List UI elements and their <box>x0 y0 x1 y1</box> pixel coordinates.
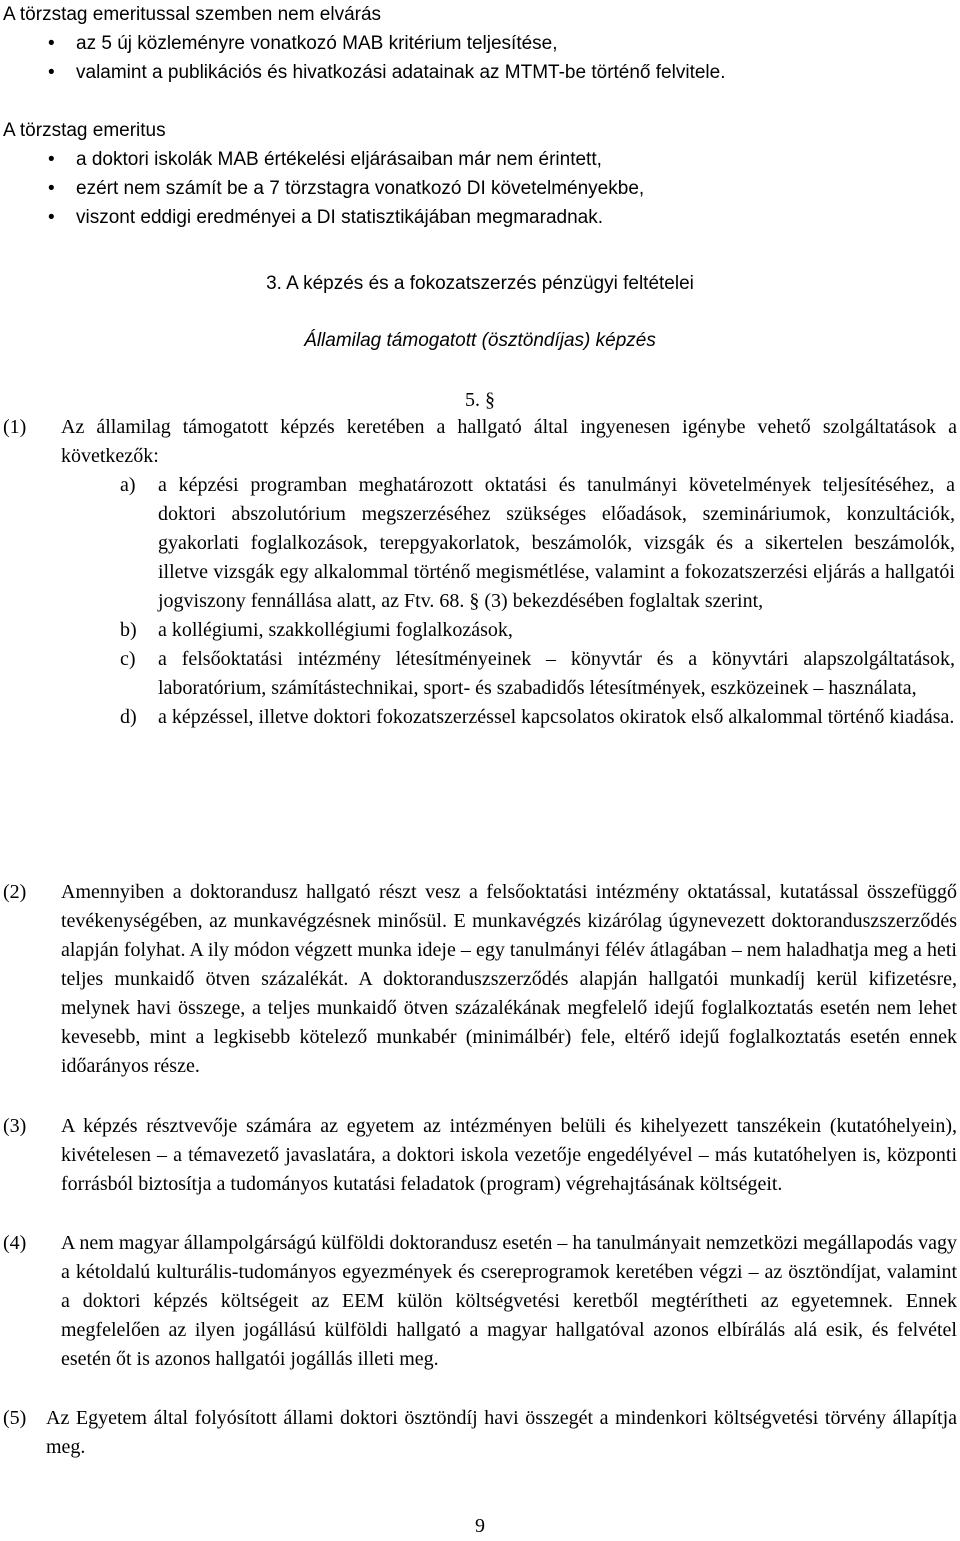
paragraph-number: (2) <box>3 881 27 903</box>
list-item: • ezért nem számít be a 7 törzstagra vonatkozó DI követelményekbe, <box>3 174 953 203</box>
paragraph-number: (1) <box>3 416 27 438</box>
paragraph-text: A képzés résztvevője számára az egyetem az intézményen belüli és kihelyezett tanszékein (kutatóhelyein), kivételesen – a témavezető javaslatára, a doktori iskola vezetője engedélyével – más kutatóhelyen is, központi forrásból biztosítja a tudományos kutatási feladatok (program) végrehajtásának költségeit. <box>61 1115 957 1195</box>
paragraph-text: A nem magyar állampolgárságú külföldi doktorandusz esetén – ha tanulmányait nemzetközi megállapodás vagy a kétoldalú kulturális-tudományos egyezmények és csereprogramok keretében végzi – az ösztöndíjat, valamint a doktori képzés költségeit az EEM külön költségvetési keretből megtérítheti az egyetemnek. Ennek megfelelően az ilyen jogállású külföldi hallgató a magyar hallgatóval azonos elbírálás alá esik, és felvétel esetén őt is azonos hallgatói jogállás illeti meg. <box>61 1232 957 1370</box>
bullet-icon: • <box>48 178 55 199</box>
item-letter: c) <box>120 648 136 670</box>
list-item: • az 5 új közleményre vonatkozó MAB kritérium teljesítése, <box>3 29 953 58</box>
intro-list-1 <box>3 29 953 87</box>
page-number: 9 <box>475 1515 485 1537</box>
list-item: b) a kollégiumi, szakkollégiumi foglalkozások, <box>0 616 955 645</box>
intro-list-2 <box>3 145 953 232</box>
intro-heading-2: A törzstag emeritus <box>3 120 166 141</box>
bullet-icon: • <box>48 207 55 228</box>
paragraph-4 <box>0 1229 960 1374</box>
bullet-icon: • <box>48 33 55 54</box>
section-title: 3. A képzés és a fokozatszerzés pénzügyi feltételei <box>266 273 694 294</box>
paragraph-2 <box>0 878 960 1081</box>
paragraph-number: (4) <box>3 1232 27 1254</box>
paragraph-text: Amennyiben a doktorandusz hallgató részt vesz a felsőoktatási intézmény oktatással, kutatással összefüggő tevékenységében, az munkavégzésnek minősül. E munkavégzés kizárólag úgynevezett doktoranduszszerződés alapján folyhat. A ily módon végzett munka ideje – egy tanulmányi félév átlagában – nem haladhatja meg a heti teljes munkaidő ötven százalékát. A doktoranduszszerződés alapján hallgatói munkadíj kerül kifizetésre, melynek havi összege, a teljes munkaidő ötven százalékának megfelelő idejű foglalkoztatás esetén nem lehet kevesebb, mint a legkisebb kötelező munkabér (minimálbér) fele, eltérő idejű foglalkoztatás esetén ennek időarányos része. <box>61 881 957 1077</box>
section-subtitle: Államilag támogatott (ösztöndíjas) képzés <box>304 330 656 351</box>
paragraph-3 <box>0 1112 960 1199</box>
paragraph-1 <box>0 413 960 732</box>
paragraph-mark: 5. § <box>465 389 495 411</box>
paragraph-number: (3) <box>3 1115 27 1137</box>
item-letter: b) <box>120 619 137 641</box>
intro-block <box>3 0 953 232</box>
list-item: a) a képzési programban meghatározott oktatási és tanulmányi követelmények teljesítéséhez, a doktori abszolutórium megszerzéséhez szükséges előadások, szemináriumok, konzultációk, gyakorlati foglalkozások, terepgyakorlatok, beszámolók, vizsgák és a sikertelen beszámolók, illetve vizsgák egy alkalommal történő megismétlése, valamint a fokozatszerzési eljárás a hallgatói jogviszony fennállása alatt, az Ftv. 68. § (3) bekezdésében foglaltak szerint, <box>0 471 955 616</box>
item-letter: d) <box>120 706 137 728</box>
intro-heading-1: A törzstag emeritussal szemben nem elvárás <box>3 4 382 25</box>
paragraph-text: Az Egyetem által folyósított állami doktori ösztöndíj havi összegét a mindenkori költségvetési törvény állapítja meg. <box>46 1407 957 1458</box>
bullet-icon: • <box>48 149 55 170</box>
list-item: • viszont eddigi eredményei a DI statisztikájában megmaradnak. <box>3 203 953 232</box>
paragraph-5 <box>0 1404 960 1462</box>
list-item: • a doktori iskolák MAB értékelési eljárásaiban már nem érintett, <box>3 145 953 174</box>
bullet-icon: • <box>48 62 55 83</box>
list-item: c) a felsőoktatási intézmény létesítményeinek – könyvtár és a könyvtári alapszolgáltatások, laboratórium, számítástechnikai, sport- és szabadidős létesítmények, eszközeinek – használata, <box>0 645 955 703</box>
list-item: d) a képzéssel, illetve doktori fokozatszerzéssel kapcsolatos okiratok első alkalommal történő kiadása. <box>0 703 955 732</box>
paragraph-number: (5) <box>3 1407 27 1429</box>
item-letter: a) <box>120 474 136 496</box>
paragraph-text: Az államilag támogatott képzés keretében a hallgató által ingyenesen igénybe vehető szolgáltatások a következők: <box>61 416 957 467</box>
list-item: • valamint a publikációs és hivatkozási adatainak az MTMT-be történő felvitele. <box>3 58 953 87</box>
